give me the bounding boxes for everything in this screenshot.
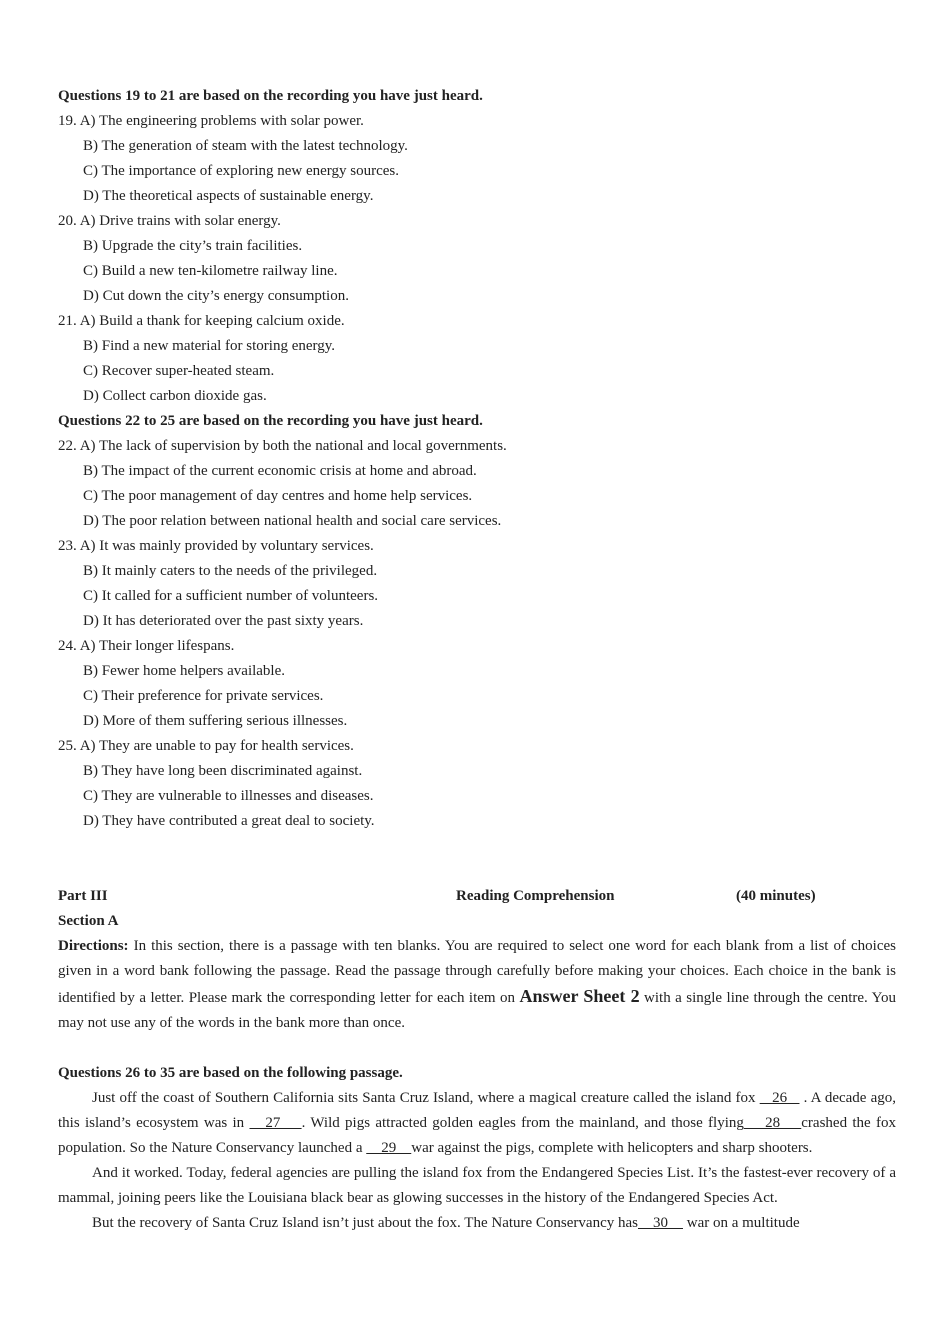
question-number: 19. — [58, 113, 77, 129]
answer-option: D) The theoretical aspects of sustainable energy. — [83, 188, 374, 204]
answer-option: C) The poor management of day centres and home help services. — [83, 488, 473, 504]
answer-option: B) They have long been discriminated against. — [83, 763, 363, 779]
passage-text: But the recovery of Santa Cruz Island isn’t just about the fox. The Nature Conservancy has — [92, 1215, 638, 1231]
question-item — [58, 534, 896, 559]
part-title: Reading Comprehension — [456, 888, 615, 904]
answer-option: B) The impact of the current economic crisis at home and abroad. — [83, 463, 477, 479]
directions-text: In this section, there is a passage with ten blanks. You are required to select one word for each blank from a list of choices given in a word bank following the passage. Read the passage through carefully before making your choices. Each choice in the bank is identified by a letter. Please mark the corresponding letter for each item on — [58, 938, 896, 1006]
directions-label: Directions: — [58, 938, 129, 954]
answer-option: D) More of them suffering serious illnesses. — [83, 713, 348, 729]
answer-option: D) The poor relation between national health and social care services. — [83, 513, 502, 529]
answer-option: C) The importance of exploring new energy sources. — [83, 163, 400, 179]
passage-text: . Wild pigs attracted golden eagles from the mainland, and those flying — [301, 1115, 744, 1131]
questions-header: Questions 19 to 21 are based on the recording you have just heard. — [58, 88, 483, 104]
directions-tail: with a single line through the centre. You may not use any of the words in the bank more than once. — [58, 990, 897, 1031]
passage-header: Questions 26 to 35 are based on the following passage. — [58, 1065, 403, 1081]
passage-text: war on a multitude — [682, 1215, 800, 1231]
section-label: Section A — [58, 913, 119, 929]
answer-option: B) Fewer home helpers available. — [83, 663, 286, 679]
answer-option: C) It called for a sufficient number of volunteers. — [83, 588, 379, 604]
answer-option: A) The engineering problems with solar power. — [79, 113, 364, 129]
question-number: 21. — [58, 313, 77, 329]
spacer — [58, 834, 896, 884]
blank-26: 26 — [759, 1090, 800, 1106]
answer-option: C) They are vulnerable to illnesses and diseases. — [83, 788, 374, 804]
blank-30: 30 — [637, 1215, 683, 1231]
passage-text: war against the pigs, complete with helicopters and sharp shooters. — [411, 1140, 813, 1156]
question-number: 22. — [58, 438, 77, 454]
passage-text: . A decade ago, this island’s ecosystem was in — [58, 1090, 896, 1131]
question-number: 20. — [58, 213, 77, 229]
question-item — [58, 309, 896, 334]
question-number: 23. — [58, 538, 77, 554]
question-item — [58, 209, 896, 234]
directions — [58, 934, 896, 1036]
blank-27: 27 — [249, 1115, 302, 1131]
question-item — [58, 109, 896, 134]
answer-option: C) Recover super-heated steam. — [83, 363, 275, 379]
questions-header: Questions 22 to 25 are based on the recording you have just heard. — [58, 413, 483, 429]
answer-option: A) Their longer lifespans. — [79, 638, 235, 654]
answer-sheet-ref: Answer Sheet 2 — [519, 986, 640, 1006]
answer-option: D) It has deteriorated over the past sixty years. — [83, 613, 364, 629]
listening-questions — [58, 84, 896, 834]
question-item — [58, 434, 896, 459]
spacer — [58, 1036, 896, 1061]
answer-option: C) Their preference for private services. — [83, 688, 324, 704]
answer-option: D) They have contributed a great deal to society. — [83, 813, 375, 829]
exam-page — [58, 84, 896, 1236]
blank-28: 28 — [743, 1115, 802, 1131]
passage-text: crashed the fox population. So the Nature Conservancy launched a — [58, 1115, 896, 1156]
answer-option: D) Collect carbon dioxide gas. — [83, 388, 267, 404]
answer-option: B) Find a new material for storing energy. — [83, 338, 336, 354]
passage-text: Just off the coast of Southern California sits Santa Cruz Island, where a magical creature called the island fox — [92, 1090, 760, 1106]
passage-paragraph-3 — [58, 1211, 896, 1236]
answer-option: B) It mainly caters to the needs of the privileged. — [83, 563, 378, 579]
passage-paragraph-2: And it worked. Today, federal agencies are pulling the island fox from the Endangered Species List. It’s the fastest-ever recovery of a mammal, joining peers like the Louisiana black bear as glowing successes in the history of the Endangered Species Act. — [58, 1165, 896, 1206]
part-time: (40 minutes) — [736, 888, 816, 904]
part-label: Part III — [58, 888, 108, 904]
answer-option: A) Build a thank for keeping calcium oxide. — [79, 313, 345, 329]
question-item — [58, 634, 896, 659]
question-number: 24. — [58, 638, 77, 654]
answer-option: D) Cut down the city’s energy consumption. — [83, 288, 349, 304]
answer-option: A) Drive trains with solar energy. — [79, 213, 281, 229]
part-heading — [58, 884, 896, 909]
answer-option: B) Upgrade the city’s train facilities. — [83, 238, 303, 254]
answer-option: A) It was mainly provided by voluntary services. — [79, 538, 374, 554]
question-item — [58, 734, 896, 759]
answer-option: B) The generation of steam with the latest technology. — [83, 138, 408, 154]
answer-option: A) The lack of supervision by both the national and local governments. — [79, 438, 507, 454]
answer-option: C) Build a new ten-kilometre railway line. — [83, 263, 338, 279]
question-number: 25. — [58, 738, 77, 754]
passage-paragraph-1 — [58, 1086, 896, 1161]
blank-29: 29 — [366, 1140, 412, 1156]
answer-option: A) They are unable to pay for health services. — [79, 738, 354, 754]
